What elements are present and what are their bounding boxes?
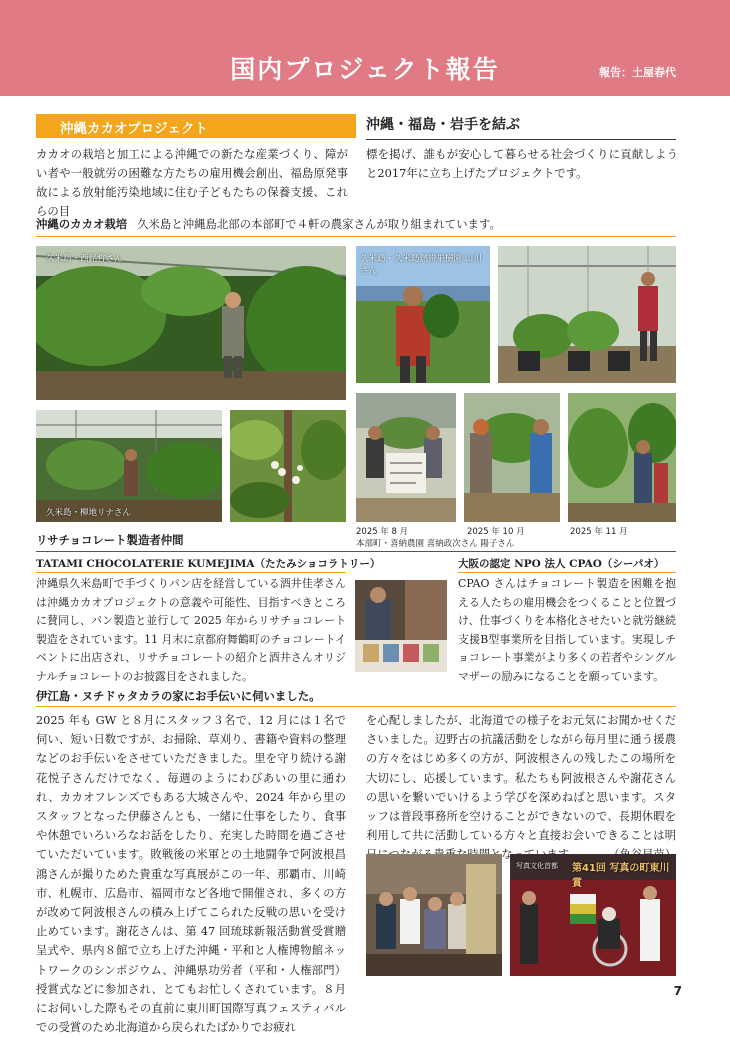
greenhouse-photo-2 — [498, 246, 676, 383]
photo-chocolate-shop — [355, 580, 447, 672]
motobu-caption: 本部町・喜納農園 喜納政次さん 陽子さん — [356, 539, 515, 549]
photo-motobu-aug — [356, 393, 456, 522]
photo-award — [510, 854, 676, 976]
ie-text-right-body: を心配しましたが、北海道での様子をお元気にお聞かせくださいました。辺野古の抗議活動をしながら毎月里に通う援農の方々をはじめ多くの方が、阿波根さんの残したこの場所を大切にし、応援しています。私たちも阿波根さんや謝花さんの思いを繋いでいけるよう学びを深めねばと思います。スタッフは普段事務所を空けることができないので、長期休暇を利用して共に活動している方々と直接お会いできることは明 貴重な時間となっています。 — [366, 714, 676, 862]
date-nov: 2025 年 11 月 — [570, 527, 628, 537]
project-subtitle: 沖縄・福島・岩手を結ぶ — [366, 114, 676, 140]
ie-text-left: 2025 年も GW と８月にスタッフ３名で、12 月には１名で伺い、短い日数ですが、お掃除、草刈り、書籍や資料の整理などのお手伝いをさせていただきました。里を守り続ける謝花悦子さんだけでなく、毎週のようにわびあいの里に通われ、カカオフレンズでもある大城さんや、2024 年から里のスタッフとなった伊藤さんとも、一緒に仕事をしたり、食事や休憩でいろいろなお話をしたり、充実した時間を過ごさせていただいています。敗戦後の米軍との土地闘争で阿波根昌鴻さんが撮りためた貴重な写真展がこの一年、那覇市、川崎市、札幌市、広島市、福岡市など各地で開催され、多くの方が改めて阿波根さんの積み上げてこられた反戦の思いを受け止めています。謝花さんは、第 47 回琉球新報活動賞受賞贈呈式や、県内８館で立ち上げた沖縄・平和と人権博物館ネットワークのシンポジウム、沖縄県功労者（平和・人権部門）授賞式などに参加され、とてもお忙しくされています。８月にお伺いした際もその直前に東川町国際写真フェスティバルでの受賞のため北海道から戻られたばかりでお疲れ — [36, 714, 346, 1035]
photo-yamakawa — [356, 246, 490, 383]
project-label: 沖縄カカオプロジェクト — [36, 114, 356, 138]
photo-caption-kashiji: 久米島・柳地リナさん — [46, 508, 131, 518]
cacao-flower-photo — [230, 410, 346, 522]
motobu-aug-photo — [356, 393, 456, 522]
cpao-text: CPAO さんはチョコレート製造を困難を抱える人たちの雇用機会をつくることと位置づけ、仕事づくりを本格化させたいと就労継続支援B型事業所を目指しています。実現しチョコレート事業がより多くの若者やシングルマザーの励みになることを願っています。 — [458, 577, 676, 683]
ie-rule — [36, 706, 676, 707]
page-number: 7 — [673, 984, 682, 998]
cultivation-text: 久米島と沖縄島北部の本部町で４軒の農家さんが取り組まれています。 — [137, 217, 501, 231]
divider — [36, 551, 676, 552]
date-aug: 2025 年 8 月 — [356, 527, 409, 537]
intro-left: カカオの栽培と加工による沖縄での新たな産業づくり、障がい者や一般就労の困難な方たちの雇用機会創出、福島原発事故による放射能汚染地域に住む子どもたちの保養支援、これらの目 — [36, 147, 348, 218]
award-banner-main: 第41回 写真の町東川賞 — [572, 863, 670, 889]
tatami-rule — [36, 572, 346, 573]
partners-title: リサチョコレート製造者仲間 — [36, 533, 184, 547]
cpao-heading: 大阪の認定 NPO 法人 CPAO（シーパオ） — [458, 558, 665, 570]
page-title: 国内プロジェクト報告 — [230, 55, 500, 84]
group-photo — [366, 854, 502, 976]
ie-title: 伊江島・ヌチドゥタカラの家にお手伝いに伺いました。 — [36, 689, 321, 703]
cultivation-title: 沖縄のカカオ栽培 — [36, 217, 128, 231]
cultivation-heading — [36, 216, 676, 237]
tatami-heading: TATAMI CHOCOLATERIE KUMEJIMA（たたみショコラトリー） — [36, 558, 381, 570]
photo-nishime — [36, 246, 346, 400]
motobu-nov-photo — [568, 393, 676, 522]
photo-watering — [498, 246, 676, 383]
photo-group — [366, 854, 502, 976]
page-header — [0, 0, 730, 96]
cpao-rule — [458, 572, 676, 573]
reporter: 報告：土屋春代 — [599, 66, 676, 79]
date-oct: 2025 年 10 月 — [467, 527, 525, 537]
photo-motobu-oct — [464, 393, 560, 522]
photo-cacao-flowers — [230, 410, 346, 522]
tatami-text: 沖縄県久米島町で手づくりパン店を経営している酒井佳孝さんは沖縄カカオプロジェクトの意義や可能性、目指すべきところに賛同し、パン製造と並行して 2025 年からリサチョコレート製造をされています。11 月末に京都府舞鶴町のチョコレートイベントに出店され、リサチョコレートの紹介と酒井さんオリジナルチョコレートのお披露目をされました。 — [36, 577, 346, 683]
ie-text-right — [366, 711, 676, 865]
chocolate-shop-photo — [355, 580, 447, 672]
motobu-oct-photo — [464, 393, 560, 522]
photo-motobu-nov — [568, 393, 676, 522]
award-banner-small: 写真文化首都 — [516, 862, 558, 870]
intro-right: 標を掲げ、誰もが安心して暮らせる社会づくりに貢献しようと2017年に立ち上げたプロジェクトです。 — [366, 147, 678, 180]
greenhouse-photo-1 — [36, 246, 346, 400]
photo-kashiji — [36, 410, 222, 522]
photo-caption-nishime: 久米島・西銘哲さん — [46, 254, 123, 264]
photo-caption-yamakawa: 久米島・久米島熱帯果樹園 山川さん — [360, 254, 482, 276]
